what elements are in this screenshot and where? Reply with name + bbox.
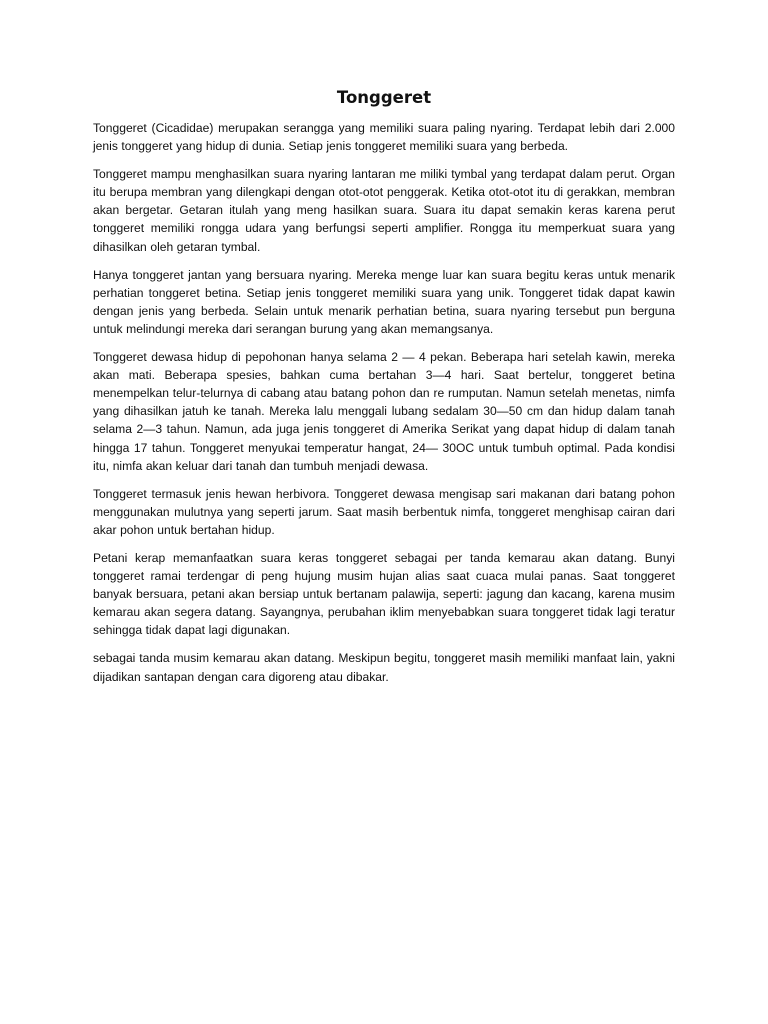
document-body (93, 86, 675, 696)
paragraph-male-sound: Hanya tonggeret jantan yang bersuara nyaring. Mereka menge luar kan suara begitu keras untuk menarik perhatian tonggeret betina. Setiap jenis tonggeret memiliki suara yang unik. Tonggeret tidak dapat kawin dengan jenis yang berbeda. Selain untuk menarik perhatian betina, suara nyaring tersebut pun berguna untuk melindungi mereka dari serangan burung yang akan memangsanya. (93, 267, 675, 336)
paragraph-intro: Tonggeret (Cicadidae) merupakan serangga yang memiliki suara paling nyaring. Terdapat lebih dari 2.000 jenis tonggeret yang hidup di dunia. Setiap jenis tonggeret memiliki suara yang berbeda. (93, 121, 675, 154)
paragraph-herbivore: Tonggeret termasuk jenis hewan herbivora. Tonggeret dewasa mengisap sari makanan dari batang pohon menggunakan mulutnya yang seperti jarum. Saat masih berbentuk nimfa, tonggeret menghisap cairan dari akar pohon untuk bertahan hidup. (93, 486, 675, 537)
paragraph-life-cycle: Tonggeret dewasa hidup di pepohonan hanya selama 2 — 4 pekan. Beberapa hari setelah kawin, mereka akan mati. Beberapa spesies, bahkan cuma bertahan 3—4 hari. Saat bertelur, tonggeret betina menempelkan telur-telurnya di cabang atau batang pohon dan re rumputan. Namun setelah menetas, nimfa yang dihasilkan jatuh ke tanah. Mereka lalu menggali lubang sedalam 30—50 cm dan hidup dalam tanah selama 2—3 tahun. Namun, ada juga jenis tonggeret di Amerika Serikat yang dapat hidup di dalam tanah hingga 17 tahun. Tonggeret menyukai temperatur hangat, 24— 30OC untuk tumbuh optimal. Pada kondisi itu, nimfa akan keluar dari tanah dan tumbuh menjadi dewasa. (93, 350, 675, 473)
paragraph-farmers: Petani kerap memanfaatkan suara keras tonggeret sebagai per tanda kemarau akan datang. Bunyi tonggeret ramai terdengar di peng hujung musim hujan alias saat cuaca mulai panas. Saat tonggeret banyak bersuara, petani akan bersiap untuk bertanam palawija, seperti: jagung dan kacang, karena musim kemarau akan segera datang. Sayangnya, perubahan iklim menyebabkan suara tonggeret tidak lagi teratur sehingga tidak dapat lagi digunakan. (93, 550, 675, 638)
paragraph-other-uses: sebagai tanda musim kemarau akan datang. Meskipun begitu, tonggeret masih memiliki manfaat lain, yakni dijadikan santapan dengan cara digoreng atau dibakar. (93, 651, 675, 684)
document-title: Tonggeret (336, 88, 432, 107)
paragraph-tymbal: Tonggeret mampu menghasilkan suara nyaring lantaran me miliki tymbal yang terdapat dalam perut. Organ itu berupa membran yang dilengkapi dengan otot-otot penggerak. Ketika otot-otot itu di gerakkan, membran akan bergetar. Getaran itulah yang meng hasilkan suara. Suara itu dapat semakin keras karena perut tonggeret memiliki rongga udara yang berfungsi seperti amplifier. Rongga itu memperkuat suara yang dihasilkan oleh getaran tymbal. (93, 167, 675, 254)
